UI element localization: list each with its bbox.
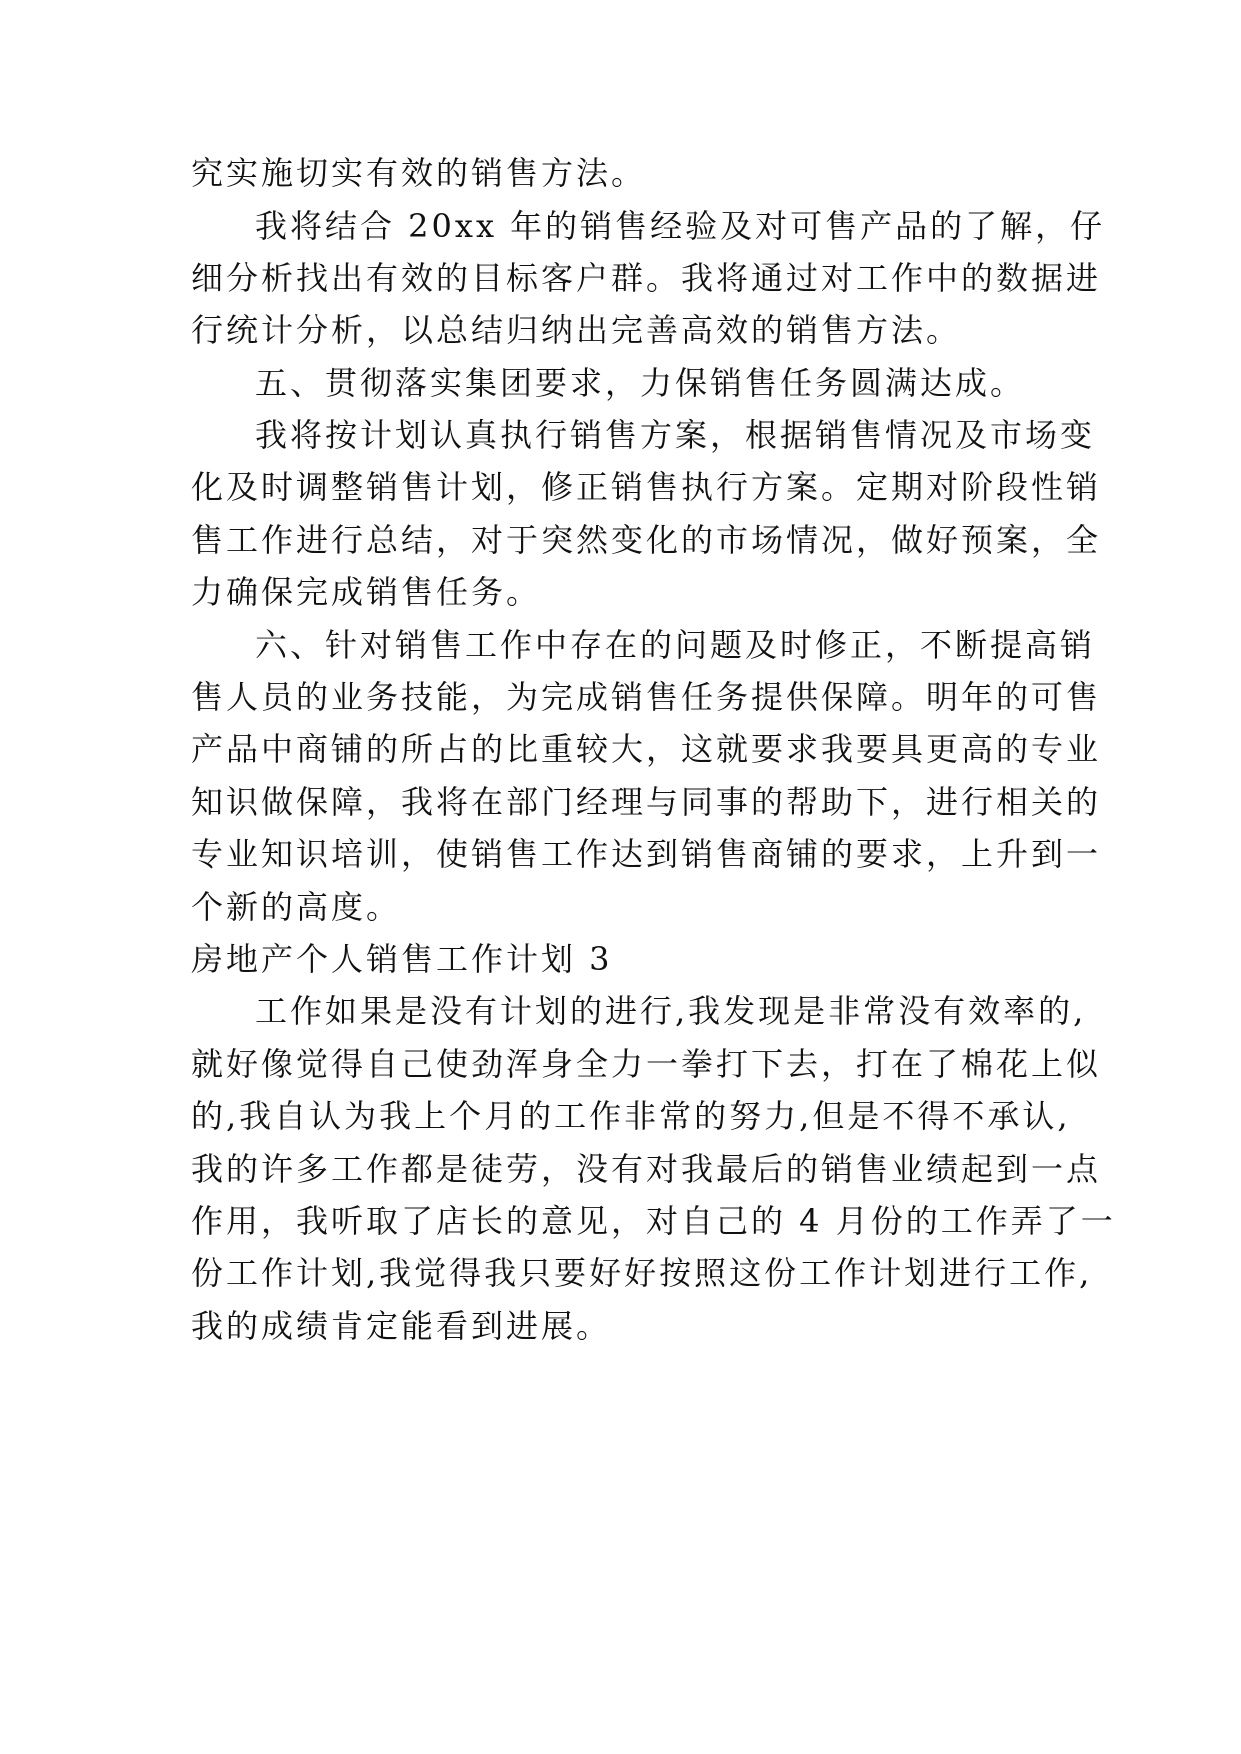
text-line: 究实施切实有效的销售方法。 <box>191 154 647 192</box>
text-line: 专业知识培训，使销售工作达到销售商铺的要求，上升到一 <box>191 835 1102 873</box>
text-line: 行统计分析，以总结归纳出完善高效的销售方法。 <box>191 311 962 349</box>
text-line: 份工作计划,我觉得我只要好好按照这份工作计划进行工作, <box>191 1254 1093 1292</box>
text-line: 我的许多工作都是徒劳，没有对我最后的销售业绩起到一点 <box>191 1150 1102 1188</box>
paragraph-first-line: 我将按计划认真执行销售方案，根据销售情况及市场变 <box>255 416 1096 454</box>
text-line: 产品中商铺的所占的比重较大，这就要求我要具更高的专业 <box>191 730 1102 768</box>
paragraph-first-line: 我将结合 20xx 年的销售经验及对可售产品的了解，仔 <box>255 207 1106 245</box>
text-line: 售人员的业务技能，为完成销售任务提供保障。明年的可售 <box>191 678 1102 716</box>
section-heading-6: 六、针对销售工作中存在的问题及时修正，不断提高销 <box>255 626 1096 664</box>
text-line: 化及时调整销售计划，修正销售执行方案。定期对阶段性销 <box>191 468 1102 506</box>
text-line: 作用，我听取了店长的意见，对自己的 4 月份的工作弄了一 <box>191 1202 1116 1240</box>
section-heading-5: 五、贯彻落实集团要求，力保销售任务圆满达成。 <box>255 364 1026 402</box>
text-line: 个新的高度。 <box>191 888 402 926</box>
text-line: 我的成绩肯定能看到进展。 <box>191 1307 612 1345</box>
document-section-title: 房地产个人销售工作计划 3 <box>191 940 613 978</box>
text-line: 力确保完成销售任务。 <box>191 573 542 611</box>
text-line: 细分析找出有效的目标客户群。我将通过对工作中的数据进 <box>191 259 1102 297</box>
text-line: 售工作进行总结，对于突然变化的市场情况，做好预案，全 <box>191 521 1102 559</box>
text-line: 就好像觉得自己使劲浑身全力一拳打下去，打在了棉花上似 <box>191 1045 1102 1083</box>
text-line: 知识做保障，我将在部门经理与同事的帮助下，进行相关的 <box>191 783 1102 821</box>
text-line: 的,我自认为我上个月的工作非常的努力,但是不得不承认, <box>191 1097 1071 1135</box>
paragraph-first-line: 工作如果是没有计划的进行,我发现是非常没有效率的, <box>255 992 1087 1030</box>
